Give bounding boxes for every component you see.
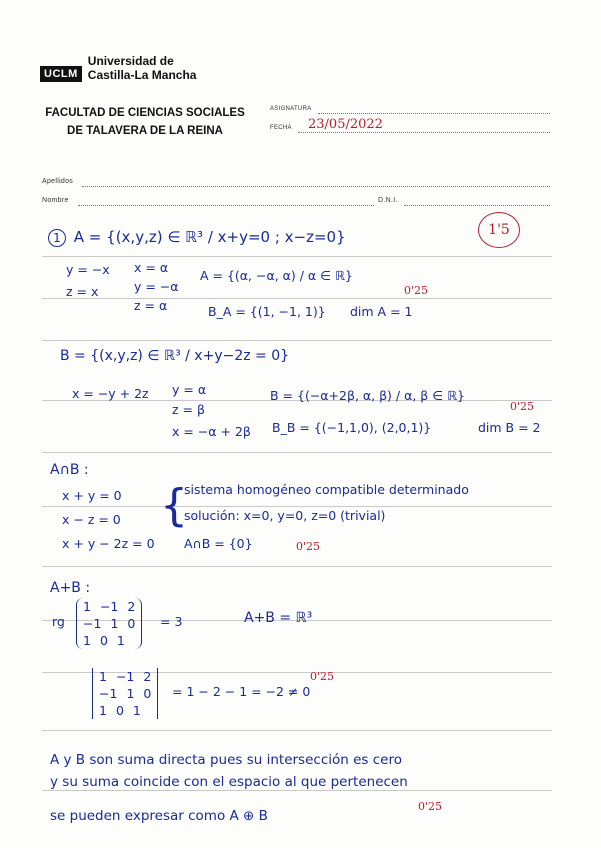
university-name <box>88 54 197 82</box>
part1-basis: B_A = {(1, −1, 1)} <box>208 304 326 319</box>
part4-title: A+B : <box>50 580 91 596</box>
fecha-line <box>298 132 550 133</box>
rank-label: rg <box>52 614 65 629</box>
conclusion-line-2: y su suma coincide con el espacio al que pertenecen <box>50 774 408 790</box>
part2-set: B = {(−α+2β, α, β) / α, β ∈ ℝ} <box>270 388 465 403</box>
faculty-line-2: DE TALAVERA DE LA REINA <box>67 125 223 137</box>
matrix-cell: 0 <box>115 703 124 718</box>
part2-score: 0'25 <box>510 400 535 413</box>
part1-score: 0'25 <box>404 284 429 297</box>
matrix-cell: 0 <box>99 633 108 648</box>
part3-title: A∩B : <box>50 462 89 478</box>
matrix-cell: 0 <box>143 686 152 701</box>
matrix-cell: 1 <box>83 633 91 648</box>
rank-matrix-body <box>76 598 142 649</box>
fecha-value: 23/05/2022 <box>308 117 383 132</box>
university-logo <box>40 54 196 82</box>
matrix-cell: −1 <box>99 599 119 614</box>
system-brace-icon: { <box>160 480 188 531</box>
part1-param3: z = α <box>134 298 168 313</box>
part3-result: A∩B = {0} <box>184 536 253 551</box>
matrix-cell: −1 <box>83 616 102 631</box>
part3-sys2: x − z = 0 <box>62 512 121 527</box>
faculty-name <box>40 104 250 140</box>
determinant-body <box>92 668 158 719</box>
part2-param1: y = α <box>172 382 207 397</box>
dni-label: D.N.I. <box>378 197 398 204</box>
part1-param2: y = −α <box>134 279 179 294</box>
part1-definition: A = {(x,y,z) ∈ ℝ³ / x+y=0 ; x−z=0} <box>73 228 346 246</box>
rank-result: = 3 <box>160 614 183 629</box>
apellidos-label: Apellidos <box>42 178 74 185</box>
part3-sys3: x + y − 2z = 0 <box>62 536 155 551</box>
faculty-line-1: FACULTAD DE CIENCIAS SOCIALES <box>45 107 245 119</box>
part1-param1: x = α <box>134 260 169 275</box>
apellidos-line <box>82 186 550 187</box>
matrix-cell: 1 <box>110 616 119 631</box>
asignatura-line <box>318 113 550 114</box>
part3-sys1: x + y = 0 <box>62 488 122 503</box>
university-line-1: Universidad de <box>87 54 174 68</box>
part3-note2: solución: x=0, y=0, z=0 (trivial) <box>184 508 386 523</box>
determinant <box>92 668 158 719</box>
asignatura-label: ASIGNATURA <box>270 106 312 112</box>
matrix-cell: 1 <box>116 633 125 648</box>
nombre-line <box>78 205 374 206</box>
matrix-row <box>99 702 151 719</box>
part1-eq2: z = x <box>66 284 99 299</box>
matrix-cell: 1 <box>132 703 141 718</box>
matrix-row <box>83 632 135 649</box>
conclusion-line-1: A y B son suma directa pues su intersección es cero <box>50 752 402 768</box>
part2-basis: B_B = {(−1,1,0), (2,0,1)} <box>272 420 432 435</box>
part1-dim: dim A = 1 <box>350 304 413 319</box>
fecha-label: FECHA <box>270 125 292 131</box>
ruled-line <box>42 340 552 341</box>
sum-result: A+B = ℝ³ <box>244 610 313 626</box>
part1-eq1: y = −x <box>66 262 110 277</box>
ruled-line <box>42 790 552 791</box>
conclusion-line-3: se pueden expresar como A ⊕ B <box>50 808 268 824</box>
part2-definition: B = {(x,y,z) ∈ ℝ³ / x+y−2z = 0} <box>60 348 290 364</box>
grade-value: 1'5 <box>488 222 510 238</box>
part4-score: 0'25 <box>310 670 335 683</box>
ruled-line <box>42 566 552 567</box>
ruled-line <box>42 452 552 453</box>
part2-solve: x = −y + 2z <box>72 386 149 401</box>
nombre-label: Nombre <box>42 197 69 204</box>
exercise-number: 1 <box>48 229 66 247</box>
ruled-line <box>42 730 552 731</box>
matrix-cell: 2 <box>127 599 136 614</box>
matrix-cell: 0 <box>127 616 136 631</box>
part3-score: 0'25 <box>296 540 321 553</box>
university-line-2: Castilla-La Mancha <box>87 68 197 82</box>
matrix-cell: 1 <box>83 599 91 614</box>
matrix-row <box>83 615 135 632</box>
logo-mark: UCLM <box>40 66 82 82</box>
ruled-line <box>42 506 552 507</box>
matrix-cell: 2 <box>143 669 152 684</box>
conclusion-score: 0'25 <box>418 800 443 813</box>
part2-param3: x = −α + 2β <box>172 424 251 439</box>
part1-set: A = {(α, −α, α) / α ∈ ℝ} <box>200 268 353 283</box>
part2-dim: dim B = 2 <box>478 420 541 435</box>
matrix-cell: −1 <box>115 669 135 684</box>
matrix-row <box>83 598 135 615</box>
matrix-cell: −1 <box>99 686 118 701</box>
matrix-cell: 1 <box>99 669 107 684</box>
matrix-cell: 1 <box>126 686 135 701</box>
ruled-line <box>42 256 552 257</box>
part3-note1: sistema homogéneo compatible determinado <box>184 482 469 497</box>
rank-matrix <box>76 598 142 649</box>
part2-param2: z = β <box>172 402 205 417</box>
matrix-row <box>99 685 151 702</box>
dni-line <box>404 205 550 206</box>
part1-definition-row <box>48 228 346 247</box>
matrix-row <box>99 668 151 685</box>
grade-mark <box>478 212 520 248</box>
ruled-line <box>42 298 552 299</box>
matrix-cell: 1 <box>99 703 107 718</box>
determinant-result: = 1 − 2 − 1 = −2 ≠ 0 <box>172 684 311 699</box>
